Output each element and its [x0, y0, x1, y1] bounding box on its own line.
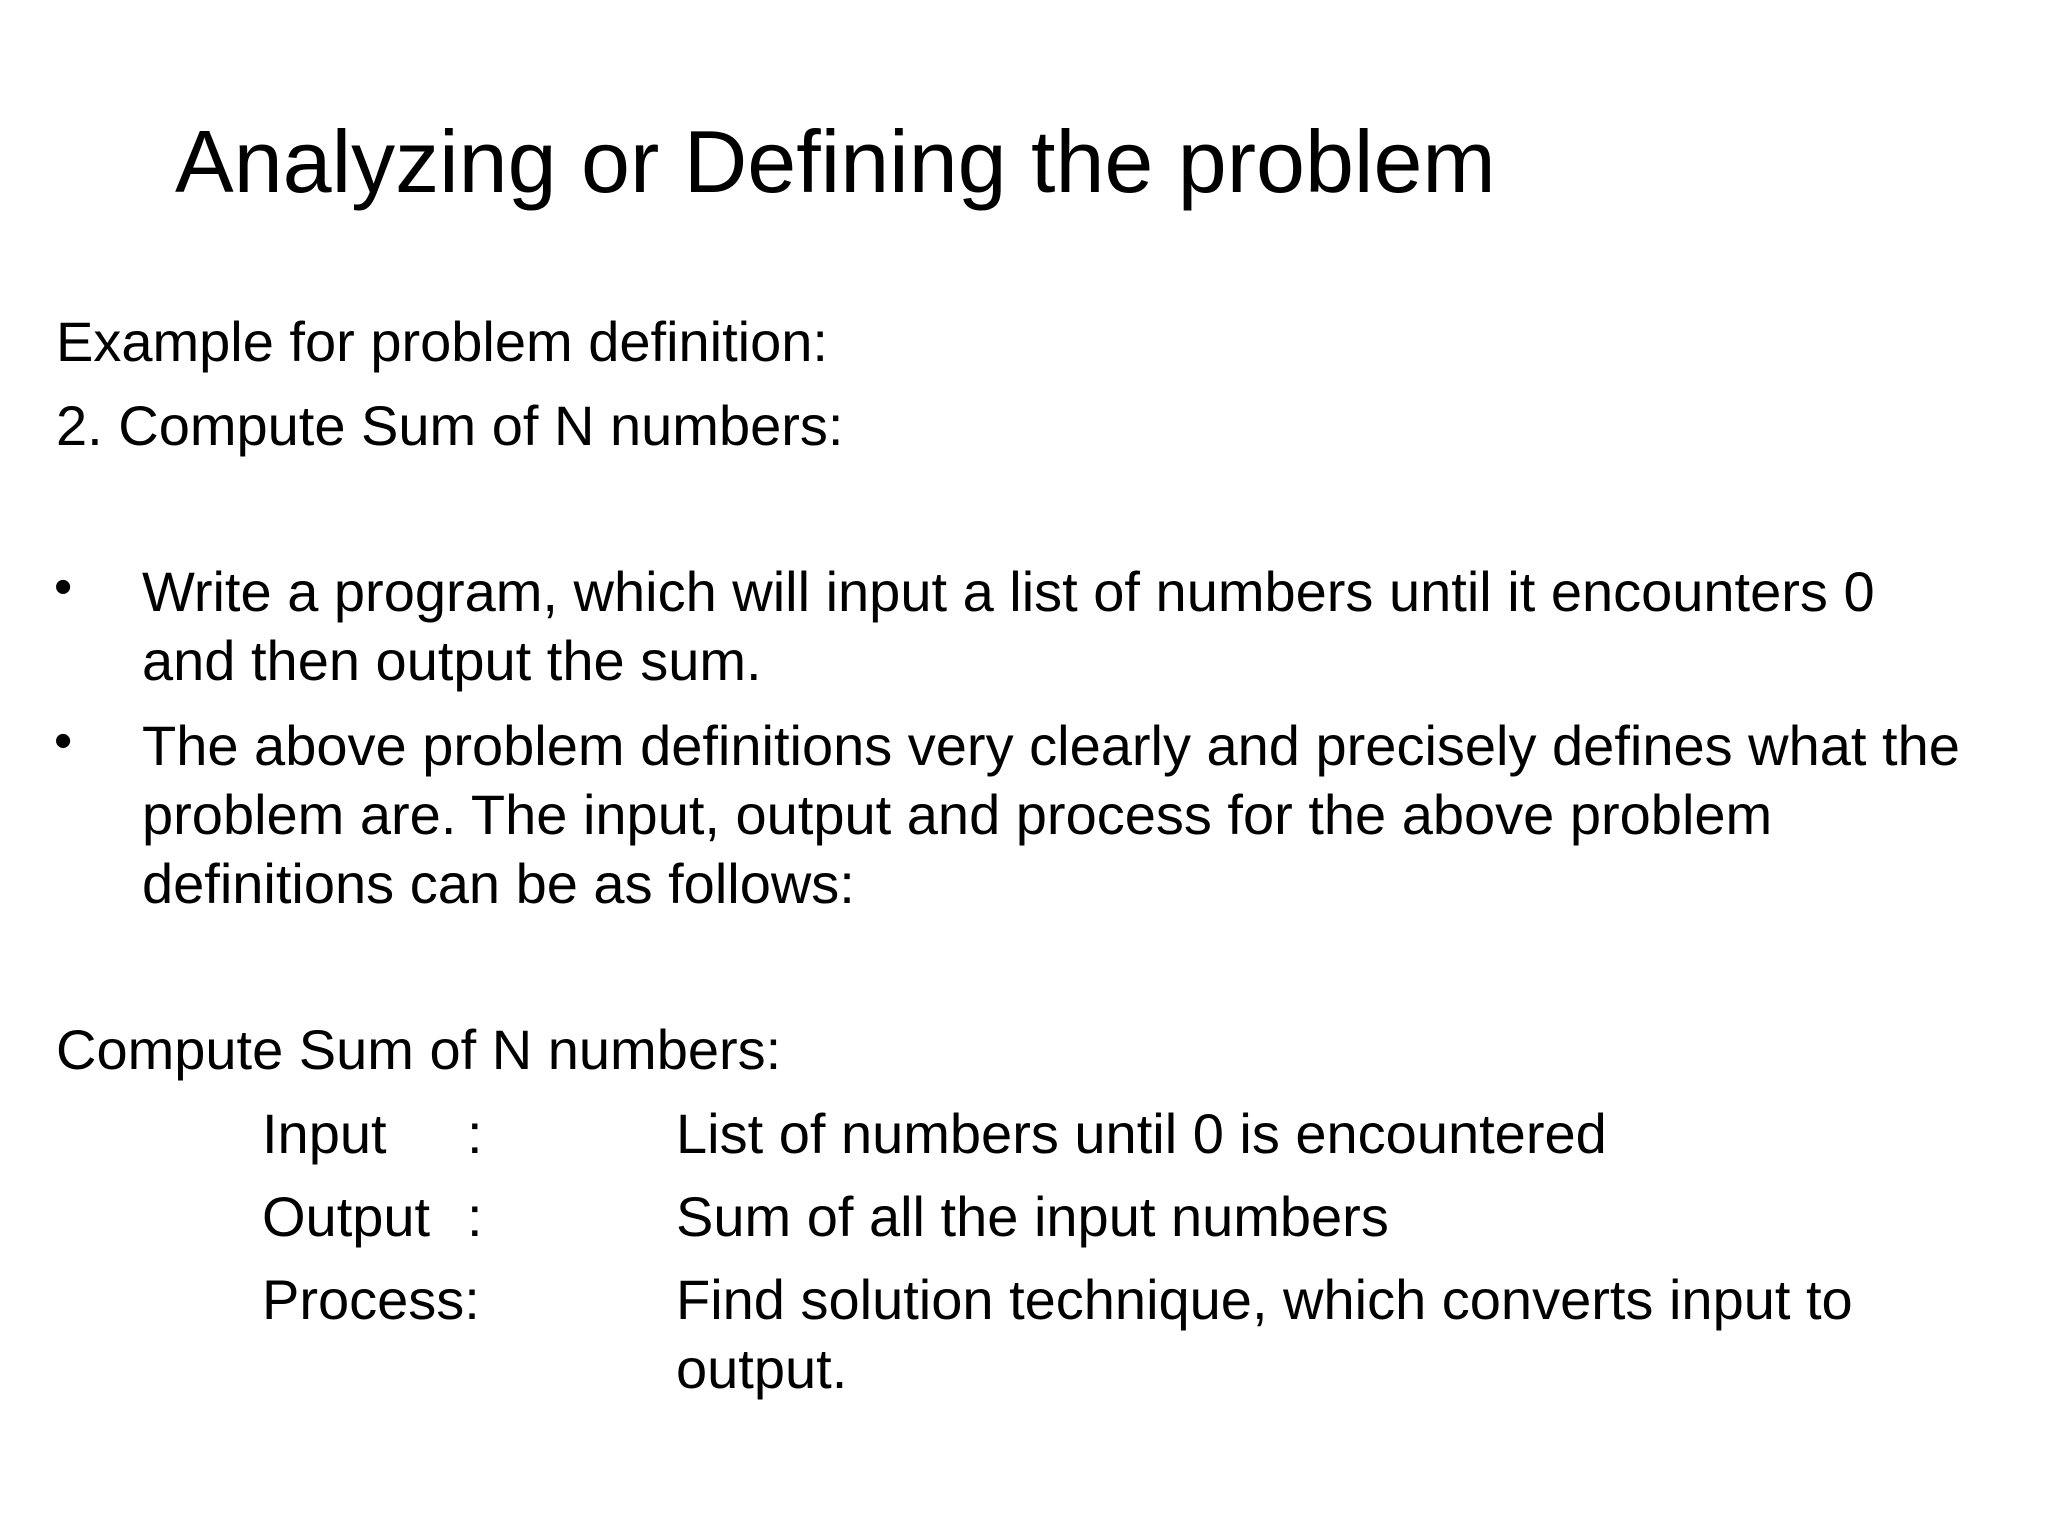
row-label: Output: [262, 1185, 431, 1248]
bullet-marker: •: [54, 712, 73, 770]
slide-title: Analyzing or Defining the problem: [175, 112, 1496, 211]
row-value: Find solution technique, which converts input to output.: [676, 1268, 1853, 1400]
bullet-text: Write a program, which will input a list of numbers until it encounters 0 and then output the sum.: [142, 560, 1875, 692]
summary-heading: Compute Sum of N numbers:: [56, 1018, 782, 1081]
row-value: List of numbers until 0 is encountered: [676, 1102, 1607, 1165]
row-label: Input: [262, 1102, 387, 1165]
row-colon: :: [467, 1102, 483, 1165]
row-value: Sum of all the input numbers: [676, 1185, 1389, 1248]
bullet-text: The above problem definitions very clearly and precisely defines what the problem are. The input, output and process for the above problem definitions can be as follows:: [142, 714, 1960, 915]
bullet-marker: •: [54, 558, 73, 616]
row-colon: :: [467, 1185, 483, 1248]
example-heading: 2. Compute Sum of N numbers:: [56, 394, 844, 457]
intro-line: Example for problem definition:: [56, 310, 828, 373]
row-label: Process:: [262, 1268, 480, 1331]
